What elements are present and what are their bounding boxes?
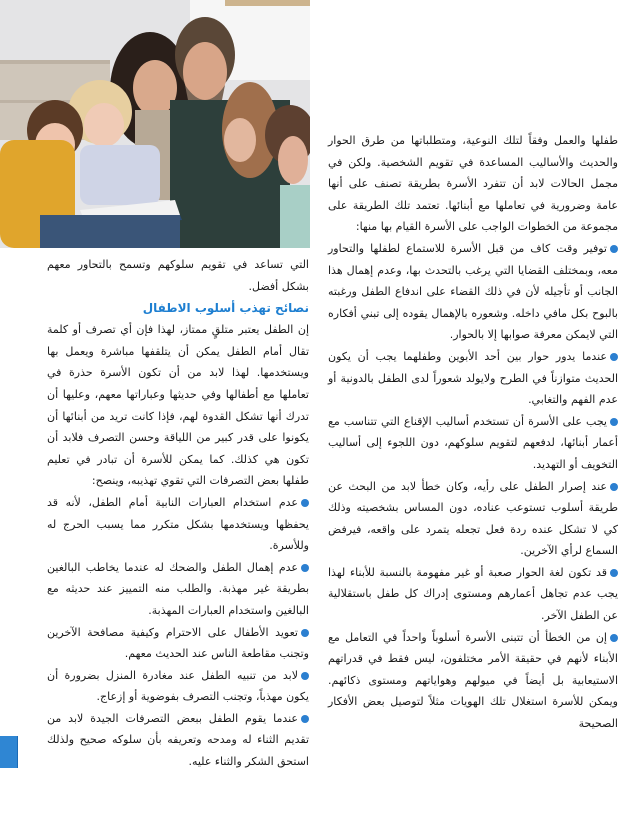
bullet-text: إن من الخطأ أن تتبنى الأسرة أسلوباً واحداً في التعامل مع الأبناء لأنهم في حقيقة الأمر مختلفون، ليس فقط في قدراتهم الاستيعابية بل أيضاً في ميولهم وهواياتهم ومستوى ذكائهم. ويمكن للأسرة استغلال تلك الهويات مثلاً لتوصيل بعض الأفكار الصحيحة: [328, 630, 618, 731]
bullet-icon: [610, 569, 618, 577]
list-item: [328, 238, 618, 346]
bullet-text: عندما يقوم الطفل ببعض التصرفات الجيدة لابد من تقديم الثناء له ومدحه وتعريفه بأن سلوكه صحيح ولذلك استحق الشكر والثناء عليه.: [47, 711, 309, 769]
bullet-text: يجب على الأسرة أن تستخدم أساليب الإقناع التي تتناسب مع أعمار أبنائها، لدفعهم لتقويم سلوكهم، دون اللجوء إلى أساليب التخويف أو التهديد.: [328, 414, 618, 471]
list-item: [47, 622, 309, 665]
bullet-icon: [610, 634, 618, 642]
list-item: [328, 476, 618, 562]
bullet-icon: [610, 353, 618, 361]
photo-illustration-icon: [0, 0, 310, 248]
body-paragraph: إن الطفل يعتبر متلقٍ ممتاز، لهذا فإن أي تصرف أو كلمة تقال أمام الطفل يمكن أن يتلقفها مباشرة ويعمل بها ويستخدمها. لهذا لابد من أن تكون الأسرة حذرة في تعاملها مع أطفالها وفي حديثها وعباراتها معهم، وعليها أن تدرك أنها تشكل القدوة لهم، فإذا كانت تريد من أبنائها أن يكونوا على قدر كبير من اللياقة وحسن التصرف فلابد أن تكون هي كذلك. كما يمكن للأسرة أن تبادر في تعليم طفلها بعض التصرفات التي تقوي تهذيبه، وينصح:: [47, 323, 309, 488]
list-item: [328, 562, 618, 627]
bullet-icon: [301, 629, 309, 637]
list-item: [328, 627, 618, 735]
list-item: [328, 346, 618, 411]
left-article-column: [47, 254, 309, 773]
bullet-text: عدم إهمال الطفل والضحك له عندما يخاطب البالغين بطريقة غير مهذبة. والطلب منه التمييز عند حديثه مع البالغين واستخدام العبارات المهذبة.: [47, 560, 309, 617]
section-heading: نصائح تهذب أسلوب الاطفال: [142, 301, 309, 316]
bullet-icon: [301, 715, 309, 723]
page-edge-tab: [0, 736, 18, 768]
bullet-text: قد تكون لغة الحوار صعبة أو غير مفهومة بالنسبة للأبناء لهذا يجب عدم تجاهل أعمارهم ومستوى إدراك كل طفل باستقلالية عن الطفل الآخر.: [328, 565, 618, 623]
list-item: [47, 708, 309, 773]
bullet-text: عندما يدور حوار بين أحد الأبوين وطفلهما يجب أن يكون الحديث متوازناً في الطرح ولايولد شعوراً لدى الطفل بالدونية أو عدم الفهم والتغابي.: [328, 349, 618, 407]
bullet-text: تعويد الأطفال على الاحترام وكيفية مصافحة الآخرين وتجنب مقاطعة الناس عند الحديث معهم.: [47, 625, 309, 661]
right-article-column: [328, 130, 618, 735]
bullet-icon: [301, 672, 309, 680]
list-item: [328, 411, 618, 476]
bullet-icon: [610, 245, 618, 253]
bullet-text: لابد من تنبيه الطفل عند مغادرة المنزل بضرورة أن يكون مهذباً، وتجنب التصرف بفوضوية أو إزعاج.: [47, 668, 309, 704]
list-item: [47, 557, 309, 622]
list-item: [47, 665, 309, 708]
continuation-paragraph: التي تساعد في تقويم سلوكهم وتسمح بالتحاور معهم بشكل أفضل.: [47, 258, 309, 293]
bullet-icon: [610, 483, 618, 491]
family-reading-photo: [0, 0, 310, 248]
list-item: [47, 492, 309, 557]
bullet-text: توفير وقت كاف من قبل الأسرة للاستماع لطفلها والتحاور معه، وبمختلف القضايا التي يرغب بالتحدث بها، وعدم إهمال هذا الجانب أو تأجيله لأن في ذلك القضاء على اندفاع الطفل ورغبته بالبوح بكل مافي داخله. وشعوره بالإهمال يقوده إلى تبني أفكاره التي لايمكن معرفة صوابها إلا بالحوار.: [328, 241, 618, 342]
bullet-icon: [610, 418, 618, 426]
bullet-text: عند إصرار الطفل على رأيه، وكان خطأ لابد من البحث عن طريقة أسلوب تستوعب عناده، دون المساس بشخصيته وذلك كي لا تشكل عنده ردة فعل تجعله يتمرد على واقعه، فيرفض السماع لرأي الآخرين.: [328, 479, 618, 558]
intro-paragraph: طفلها والعمل وفقاً لتلك النوعية، ومتطلباتها من طرق الحوار والحديث والأساليب المساعدة في تقويم الشخصية. ولكن في مجمل الحالات لابد أن تتفرد الأسرة بطريقة تصنف على أنها عامة وضرورية في تعاملها مع أبنائها. تعتمد تلك الطريقة على مجموعة من الخطوات الواجب على الأسرة القيام بها منها:: [328, 134, 618, 234]
bullet-icon: [301, 564, 309, 572]
bullet-icon: [301, 499, 309, 507]
bullet-text: عدم استخدام العبارات النابية أمام الطفل، لأنه قد يحفظها ويستخدمها بشكل متكرر مما يسبب الحرج له وللأسرة.: [47, 495, 309, 553]
